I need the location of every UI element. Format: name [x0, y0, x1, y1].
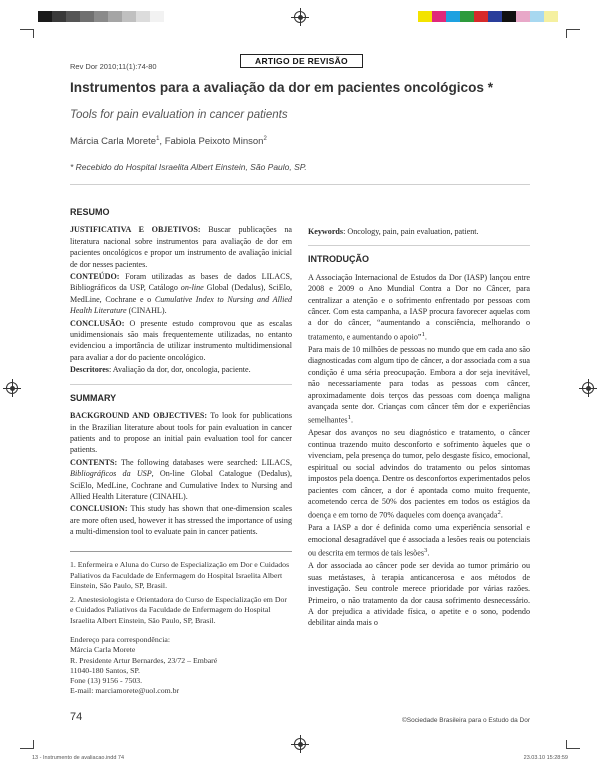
color-swatch [122, 11, 136, 22]
cmyk-color-bar [418, 11, 558, 22]
divider [308, 245, 530, 246]
paragraph-text: Foram utilizadas as bases de dados LILACS, Bibliográficos da USP, Catálogo [70, 272, 292, 293]
registration-mark-right-icon [582, 382, 594, 394]
intro-paragraph: A Associação Internacional de Estudos da Dor (IASP) lançou entre 2008 e 2009 o Ano Mundial Contra a Dor no Câncer, para centralizar a atenção e o sofrimento enfrentado por pessoas com câncer. Com esta campanha, a IASP procura favorecer aquelas com a dor do câncer, “aumentando a consciência, melhorando o tratamento, e aumentando o apoio”$^1$. [308, 272, 530, 342]
color-swatch [136, 11, 150, 22]
color-swatch [418, 11, 432, 22]
paragraph-text: To look for publications in the Brazilian literature about tools for pain evaluation in cancer patients and to propose an initial pain evaluation tool for cancer patients. [70, 411, 293, 455]
color-swatch [38, 11, 52, 22]
citation: 1 [421, 330, 425, 338]
summary-contents [70, 457, 292, 503]
color-swatch [432, 11, 446, 22]
crop-mark [566, 30, 567, 38]
paragraph-text: This study has shown that one-dimension scales are more often used, however it has stressed the importance of using a multi-dimension tool to evaluate pain in cancer patients. [70, 504, 292, 537]
crop-mark [566, 748, 580, 749]
color-swatch [460, 11, 474, 22]
citation: 2 [497, 509, 501, 517]
summary-conclusion [70, 503, 292, 537]
color-swatch [488, 11, 502, 22]
color-swatch [94, 11, 108, 22]
footnote-divider [70, 551, 292, 552]
paragraph-text: The following databases were searched: LILACS, [117, 457, 292, 467]
color-swatch [544, 11, 558, 22]
footnotes [70, 560, 292, 630]
crop-mark [20, 29, 34, 30]
summary-keywords [308, 226, 530, 237]
crop-mark [20, 748, 34, 749]
paragraph-text: Apesar dos avanços no seu diagnóstico e tratamento, o câncer continua trazendo muito desconforto e sofrimento àqueles que o vivenciam, pela presença do tumor, pelo desgaste físico, emocional, espiritual ou social advindos do tratamento ou pelos sintomas impostos pela doença. Dentre os desconfortos experimentados pelos pacientes com câncer, a dor é apontada como muito frequente, acometendo cerca de 50% dos pacientes em todos os estágios da doença e em torno de 70% daqueles com doença avançada [308, 428, 530, 520]
crop-mark [33, 740, 34, 748]
color-swatch [446, 11, 460, 22]
authors [70, 136, 267, 147]
crop-mark [33, 30, 34, 38]
author-separator: , [159, 136, 165, 148]
paragraph-text: Buscar publicações na literatura nacional sobre instrumentos para avaliação de dor em pacientes oncológicos e propor um instrumento de avaliação inicial de dor nesses pacientes. [70, 225, 293, 269]
paragraph-text: O presente estudo comprovou que as escalas unidimensionais são mais frequentemente utilizadas, no entanto evidenciou a importância de utilizar instrumento multidimensional para avaliar a dor do paciente oncológico. [70, 318, 292, 362]
paragraph-text: : Oncology, pain, pain evaluation, patient. [343, 227, 479, 236]
intro-paragraph: Para mais de 10 milhões de pessoas no mundo que em cada ano são diagnosticadas com algum tipo de câncer, a dor associada com a sua condição é uma séria preocupação. Embora a dor seja inevitável, não necessariamente para todas as pessoas com câncer, aproximadamente dois terços das pessoas com doença maligna avançada sente dor. Crianças com câncer têm dor e experiências semelhantes$^1$. [308, 344, 530, 426]
right-column [308, 226, 530, 630]
divider [70, 184, 530, 185]
color-swatch [502, 11, 516, 22]
color-swatch [530, 11, 544, 22]
resumo-conclusion [70, 318, 292, 364]
intro-paragraph: A dor associada ao câncer pode ser devida ao tumor primário ou suas metástases, à terapia anticancerosa e aos métodos de investigação. Seu controle merece prioridade por várias razões. Primeiro, o não tratamento da dor causa sofrimento desnecessário. A dor prejudica a atividade física, o apetite e o sono, podendo debilitar ainda mais o [308, 561, 530, 628]
address-email: E-mail: marciamorete@uol.com.br [70, 686, 180, 696]
print-timestamp: 23.03.10 15:28:59 [523, 755, 568, 761]
introducao-heading: INTRODUÇÃO [308, 254, 369, 265]
address-phone: Fone (13) 9156 - 7503. [70, 676, 143, 686]
author-affiliation-ref: 1 [156, 136, 160, 142]
label: CONTENTS: [70, 457, 118, 467]
label: CONCLUSION: [70, 504, 128, 514]
footnote: 1. Enfermeira e Aluna do Curso de Especialização em Dor e Cuidados Paliativos da Faculdade de Enfermagem do Hospital Israelita Albert Einstein, São Paulo, SP, Brasil. [70, 560, 290, 591]
color-swatch [66, 11, 80, 22]
italic-text: on-line [180, 283, 204, 293]
section-tag: ARTIGO DE REVISÃO [240, 54, 363, 68]
registration-mark-top-icon [294, 11, 306, 23]
paragraph-text: Para mais de 10 milhões de pessoas no mundo que em cada ano são diagnosticadas com algum tipo de câncer, a dor associada com a sua condição é uma séria preocupação. Embora a dor seja inevitável, não necessariamente para todas as pessoas com câncer, aproximadamente dois terços das pessoas com doença maligna avançada sente dor. Crianças com câncer têm dor e experiências semelhantes [308, 344, 530, 426]
color-swatch [150, 11, 164, 22]
crop-mark [566, 740, 567, 748]
label: Keywords [308, 227, 344, 236]
paragraph-text: Para a IASP a dor é definida como uma experiência sensorial e emocional desagradável que é associada a lesões reais ou potenciais ou descrita em termos de tais lesões [308, 523, 530, 558]
correspondence-address [70, 635, 292, 697]
color-swatch [474, 11, 488, 22]
registration-mark-left-icon [6, 382, 18, 394]
paragraph-text: (CINAHL). [126, 306, 167, 316]
article-title: Instrumentos para a avaliação da dor em pacientes oncológicos * [70, 80, 494, 95]
crop-mark [566, 29, 580, 30]
intro-paragraph: Apesar dos avanços no seu diagnóstico e tratamento, o câncer continua trazendo muito desconforto e sofrimento àqueles que o vivenciam, pela presença do tumor, pelo desgaste físico, emocional, espiritual ou social advindos do tratamento ou pelos sintomas impostos pela doença. Dentre os desconfortos experimentados pelos pacientes com câncer, a dor é apontada como muito frequente, acometendo cerca de 50% dos pacientes em todos os estágios da doença e em torno de 70% daqueles com doença avançada$^2$. [308, 428, 530, 520]
color-swatch [108, 11, 122, 22]
page-number: 74 [70, 711, 83, 723]
affiliation: * Recebido do Hospital Israelita Albert Einstein, São Paulo, SP. [70, 162, 307, 172]
citation: 1 [347, 414, 351, 422]
author-name: Fabiola Peixoto Minson [164, 136, 264, 148]
journal-reference: Rev Dor 2010;11(1):74-80 [70, 62, 157, 71]
citation: 3 [423, 547, 428, 555]
resumo-keywords [70, 364, 292, 375]
summary-heading: SUMMARY [70, 392, 117, 403]
copyright: ©Sociedade Brasileira para o Estudo da Dor [401, 717, 530, 724]
label: JUSTIFICATIVA E OBJETIVOS: [70, 225, 201, 235]
label: BACKGROUND AND OBJECTIVES: [70, 411, 208, 421]
resumo-objectives [70, 224, 292, 270]
file-info: 13 - Instrumento de avaliacao.indd 74 [32, 755, 125, 761]
resumo-heading: RESUMO [70, 207, 110, 217]
color-swatch [164, 11, 178, 22]
label: CONCLUSÃO: [70, 318, 125, 328]
paragraph-text: , On-line Global Catalogue (Dedalus), SciElo, MedLine, Cochrane and Cumulative Index to Nursing and Allied Health Literature (CINAHL). [70, 469, 292, 501]
address-label: Endereço para correspondência: [70, 635, 171, 644]
color-swatch [80, 11, 94, 22]
address-street: R. Presidente Artur Bernardes, 23/72 – Embaré [70, 655, 218, 665]
address-city: 11040-180 Santos, SP. [70, 665, 140, 675]
italic-text: Bibliográficos da USP [70, 469, 152, 479]
paragraph-text: A Associação Internacional de Estudos da Dor (IASP) lançou entre 2008 e 2009 o Ano Mundial Contra a Dor no Câncer, para centralizar a atenção e o sofrimento enfrentado por pessoas com câncer. Com esta campanha, a IASP procura favorecer aquelas com a dor do câncer, “aumentando a consciência, melhorando o tratamento, e aumentando o apoio” [308, 272, 530, 342]
intro-paragraph: Para a IASP a dor é definida como uma experiência sensorial e emocional desagradável que é associada a lesões reais ou potenciais ou descrita em termos de tais lesões$^3$. [308, 523, 530, 558]
article-subtitle: Tools for pain evaluation in cancer patients [70, 109, 288, 121]
divider [70, 384, 292, 385]
color-swatch [516, 11, 530, 22]
author-name: Márcia Carla Morete [70, 136, 157, 148]
paragraph-text: : Avaliação da dor, dor, oncologia, paciente. [108, 365, 251, 375]
grayscale-color-bar [38, 11, 178, 22]
registration-mark-bottom-icon [294, 738, 306, 750]
paragraph-text: Global (Dedalus), SciElo, MedLine, Cochrane e o [70, 283, 293, 304]
label: CONTEÚDO: [70, 272, 120, 282]
label: Descritores [70, 365, 109, 375]
italic-text: Cumulative Index to Nursing and Allied Health Literature [70, 294, 292, 316]
summary-objectives [70, 410, 292, 456]
left-column [70, 207, 292, 539]
resumo-contents [70, 271, 292, 317]
footnote: 2. Anestesiologista e Orientadora do Curso de Especialização em Dor e Cuidados Paliativos da Faculdade de Enfermagem do Hospital Israelita Albert Einstein, São Paulo, SP, Brasil. [70, 594, 287, 625]
color-swatch [52, 11, 66, 22]
author-affiliation-ref: 2 [263, 136, 267, 142]
address-name: Márcia Carla Morete [70, 645, 136, 655]
